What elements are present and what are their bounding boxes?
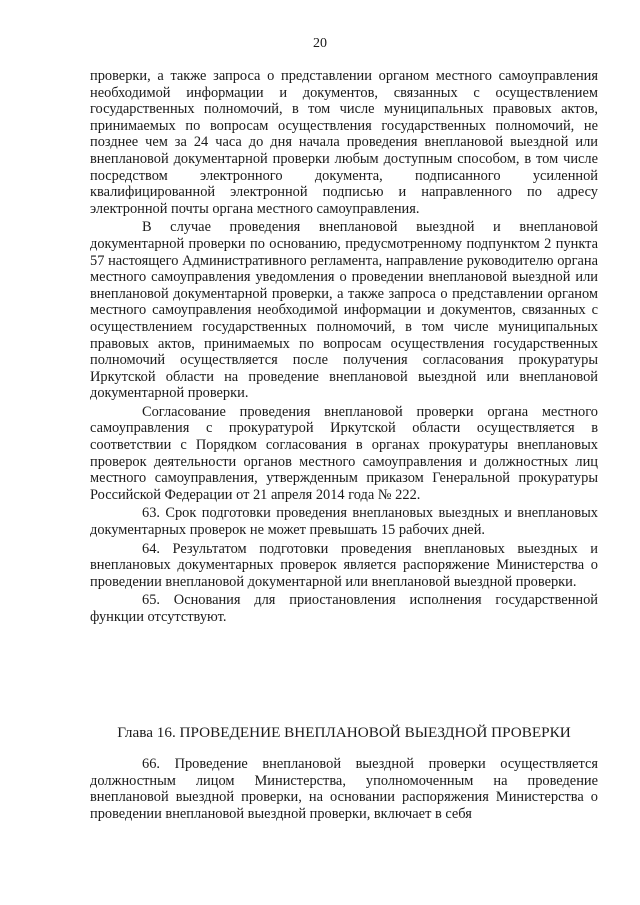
paragraph-63: 63. Срок подготовки проведения внеплановых выездных и внеплановых документарных проверок не может превышать 15 рабочих дней.	[90, 505, 598, 539]
paragraph-65: 65. Основания для приостановления исполнения государственной функции отсутствуют.	[90, 592, 598, 625]
paragraph-continuation: проверки, а также запроса о представлении органом местного самоуправления необходимой информации и документов, связанных с осуществлением государственных полномочий, в том числе муниципальных правовых актов, принимаемых по вопросам осуществления государственных полномочий, не позднее чем за 24 часа до дня начала проведения внеплановой выездной или внеплановой документарной проверки любым доступным способом, в том числе посредством электронного документа, подписанного усиленной квалифицированной электронной подписью и направленного по адресу электронной почты органа местного самоуправления.	[90, 68, 598, 217]
document-body-top	[90, 68, 598, 626]
paragraph-64: 64. Результатом подготовки проведения внеплановых выездных и внеплановых документарных проверок является распоряжение Министерства о проведении внеплановой документарной или внеплановой выездной проверки.	[90, 540, 598, 590]
page-number: 20	[313, 36, 327, 51]
paragraph-66: 66. Проведение внеплановой выездной проверки осуществляется должностным лицом Министерства, уполномоченным на проведение внеплановой выездной проверки, на основании распоряжения Министерства о проведении внеплановой выездной проверки, включает в себя	[90, 756, 598, 822]
paragraph-prosecutor-approval: Согласование проведения внеплановой проверки органа местного самоуправления с прокуратурой Иркутской области осуществляется в соответствии с Порядком согласования в органах прокуратуры внеплановых проверок деятельности органов местного самоуправления и должностных лиц местного самоуправления, утвержденным приказом Генеральной прокуратуры Российской Федерации от 21 апреля 2014 года № 222.	[90, 403, 598, 503]
paragraph-case-basis: В случае проведения внеплановой выездной и внеплановой документарной проверки по основанию, предусмотренному подпунктом 2 пункта 57 настоящего Административного регламента, направление руководителю органа местного самоуправления уведомления о проведении внеплановой выездной или внеплановой документарной проверки, а также запроса о представлении органом местного самоуправления необходимой информации и документов, связанных с осуществлением государственных полномочий, в том числе муниципальных правовых актов, принимаемых по вопросам осуществления государственных полномочий осуществляется после получения согласования прокуратуры Иркутской области на проведение внеплановой выездной или внеплановой документарной проверки.	[90, 219, 598, 402]
chapter-heading: Глава 16. ПРОВЕДЕНИЕ ВНЕПЛАНОВОЙ ВЫЕЗДНОЙ ПРОВЕРКИ	[117, 724, 571, 741]
document-body-bottom	[90, 756, 598, 822]
